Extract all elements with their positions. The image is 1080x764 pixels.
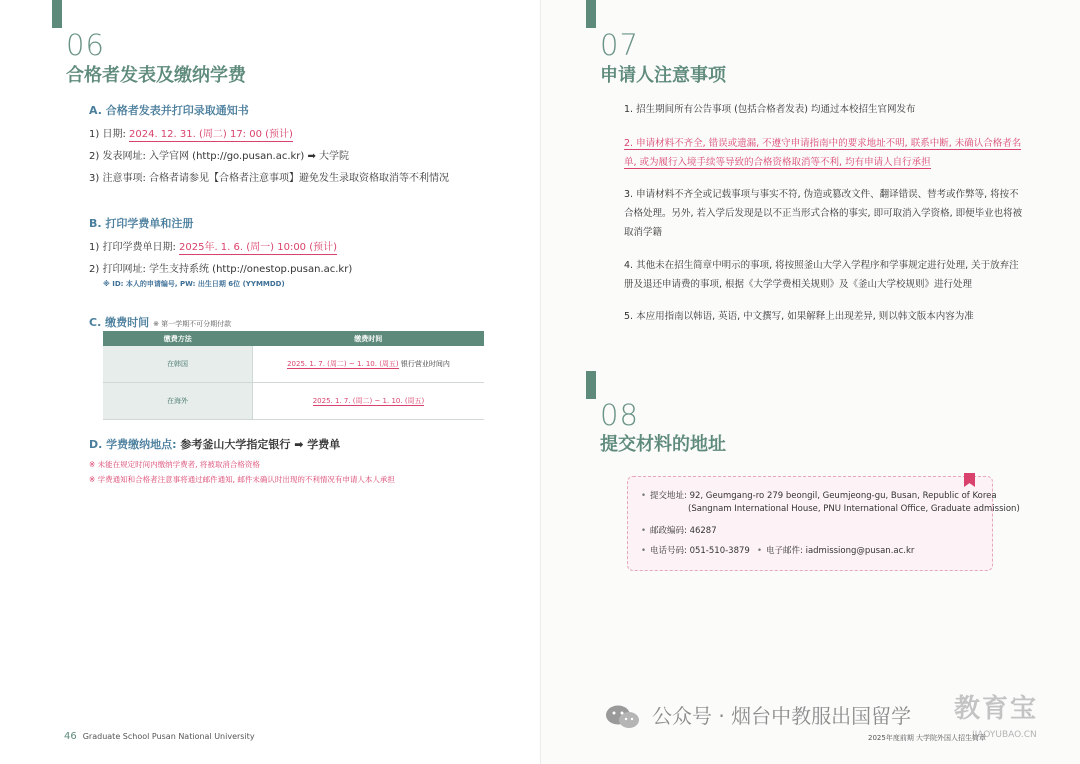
b-item-website: 2) 打印网址: 学生支持系统 (http://onestop.pusan.ac.kr)	[89, 264, 353, 275]
subsection-d-heading	[89, 436, 340, 452]
section-07-title: 申请人注意事项	[600, 65, 726, 86]
a-item-notice: 3) 注意事项: 合格者请参见【合格者注意事项】避免发生录取资格取消等不利情况	[89, 173, 449, 184]
address-line-2: (Sangnam International House, PNU International Office, Graduate admission)	[688, 504, 1020, 514]
table-cell-period-dates: 2025. 1. 7. (周二) ~ 1. 10. (周五)	[312, 397, 425, 405]
section-title: 合格者发表及缴纳学费	[66, 65, 246, 86]
notice-item-1: 1. 招生期间所有公告事项 (包括合格者发表) 均通过本校招生官网发布	[624, 104, 916, 115]
b-item-date-label: 1) 打印学费单日期:	[89, 242, 179, 253]
right-footer: 2025年度前期 大学院外国人招生简章	[868, 734, 987, 742]
notice-item-2-text: 2. 申请材料不齐全, 错误或遗漏, 不遵守申请指南中的要求地址不明, 联系中断, 未确认合格者名单, 或为履行入境手续等导致的合格资格取消等不利, 均有申请人自行承担	[624, 138, 1022, 168]
watermark-url: JIAOYUBAO.CN	[972, 730, 1037, 740]
watermark-text: 公众号 · 烟台中教服出国留学	[652, 704, 912, 728]
d-heading-text: D. 学费缴纳地点:	[89, 438, 181, 451]
section-08-title: 提交材料的地址	[600, 434, 726, 455]
subsection-b-heading: B. 打印学费单和注册	[89, 217, 194, 230]
subsection-a-heading: A. 合格者发表并打印录取通知书	[89, 104, 249, 117]
bullet-icon: •	[641, 526, 647, 536]
a-item-website: 2) 发表网址: 入学官网 (http://go.pusan.ac.kr) ➡ 大学院	[89, 151, 350, 162]
a-item-date-label: 1) 日期:	[89, 129, 129, 140]
notice-item-5: 5. 本应用指南以韩语, 英语, 中文撰写, 如果解释上出现差异, 则以韩文版本内容为准	[624, 311, 974, 322]
bullet-icon: •	[641, 546, 647, 556]
table-cell-period-suffix: 银行营业时间内	[398, 360, 450, 368]
section-08-number: 08	[600, 398, 639, 432]
postal-code	[641, 524, 717, 536]
table-header-period: 缴费时间	[253, 331, 485, 346]
page-number: 46	[64, 731, 77, 742]
table-header-method: 缴费方法	[103, 331, 253, 346]
postal-text: 邮政编码: 46287	[650, 526, 717, 536]
watermark-brand: 教育宝	[954, 694, 1039, 724]
a-item-date-value: 2024. 12. 31. (周二) 17: 00 (预计)	[129, 129, 293, 140]
email-text: 电子邮件: iadmissiong@pusan.ac.kr	[766, 546, 915, 556]
subsection-c-heading	[89, 314, 231, 330]
b-item-date-value: 2025年. 1. 6. (周一) 10:00 (预计)	[179, 242, 338, 253]
table-cell-period	[253, 346, 485, 383]
table-cell-method: 在海外	[103, 383, 253, 420]
email-line	[757, 544, 914, 556]
d-note-email: ※ 学费通知和合格者注意事将通过邮件通知, 邮件未确认时出现的不利情况有申请人本人承担	[89, 475, 395, 484]
section-07-number: 07	[600, 28, 639, 62]
section-tab-marker	[586, 0, 596, 28]
c-heading-text: C. 缴费时间	[89, 316, 150, 329]
table-row	[103, 383, 484, 420]
table-row	[103, 346, 484, 383]
fee-schedule-table	[103, 331, 484, 420]
section-tab-marker	[52, 0, 62, 28]
b-item-date	[89, 238, 337, 253]
address-line	[641, 489, 997, 501]
footer-university: Graduate School Pusan National University	[82, 732, 255, 741]
d-heading-value: 参考釜山大学指定银行 ➡ 学费单	[180, 438, 341, 451]
a-item-date	[89, 125, 293, 140]
notice-item-2	[624, 134, 1024, 172]
section-number: 06	[66, 28, 105, 62]
notice-item-4: 4. 其他未在招生简章中明示的事项, 将按照釜山大学入学程序和学事规定进行处理, 关于放弃注册及退还申请费的事项, 根据《大学学费相关规则》及《釜山大学校规则》进行处理	[624, 260, 1019, 290]
bullet-icon: •	[757, 546, 763, 556]
b-login-note: ※ ID: 本人的申请编号, PW: 出生日期 6位 (YYMMDD)	[103, 280, 285, 288]
d-note-deadline: ※ 未能在规定时间内缴纳学费者, 将被取消合格资格	[89, 460, 260, 469]
section-tab-marker	[586, 371, 596, 399]
table-cell-period	[253, 383, 485, 420]
notice-item-3: 3. 申请材料不齐全或记载事项与事实不符, 伪造或篡改文件、翻译错误、替考或作弊等, 将按不合格处理。另外, 若入学后发现是以不正当形式合格的事实, 即可取消入学资格, 即便毕业也将被取消学籍	[624, 189, 1023, 238]
c-heading-note: ※ 第一学期不可分期付款	[153, 320, 232, 328]
address-text: 提交地址: 92, Geumgang-ro 279 beongil, Geumjeong-gu, Busan, Republic of Korea	[650, 491, 997, 501]
wechat-icon	[604, 704, 642, 730]
table-header-row	[103, 331, 484, 346]
bullet-icon: •	[641, 491, 647, 501]
phone-line	[641, 544, 750, 556]
table-cell-method: 在韩国	[103, 346, 253, 383]
phone-text: 电话号码: 051-510-3879	[650, 546, 750, 556]
table-cell-period-dates: 2025. 1. 7. (周二) ~ 1. 10. (周五)	[287, 360, 399, 368]
left-footer	[64, 731, 255, 742]
